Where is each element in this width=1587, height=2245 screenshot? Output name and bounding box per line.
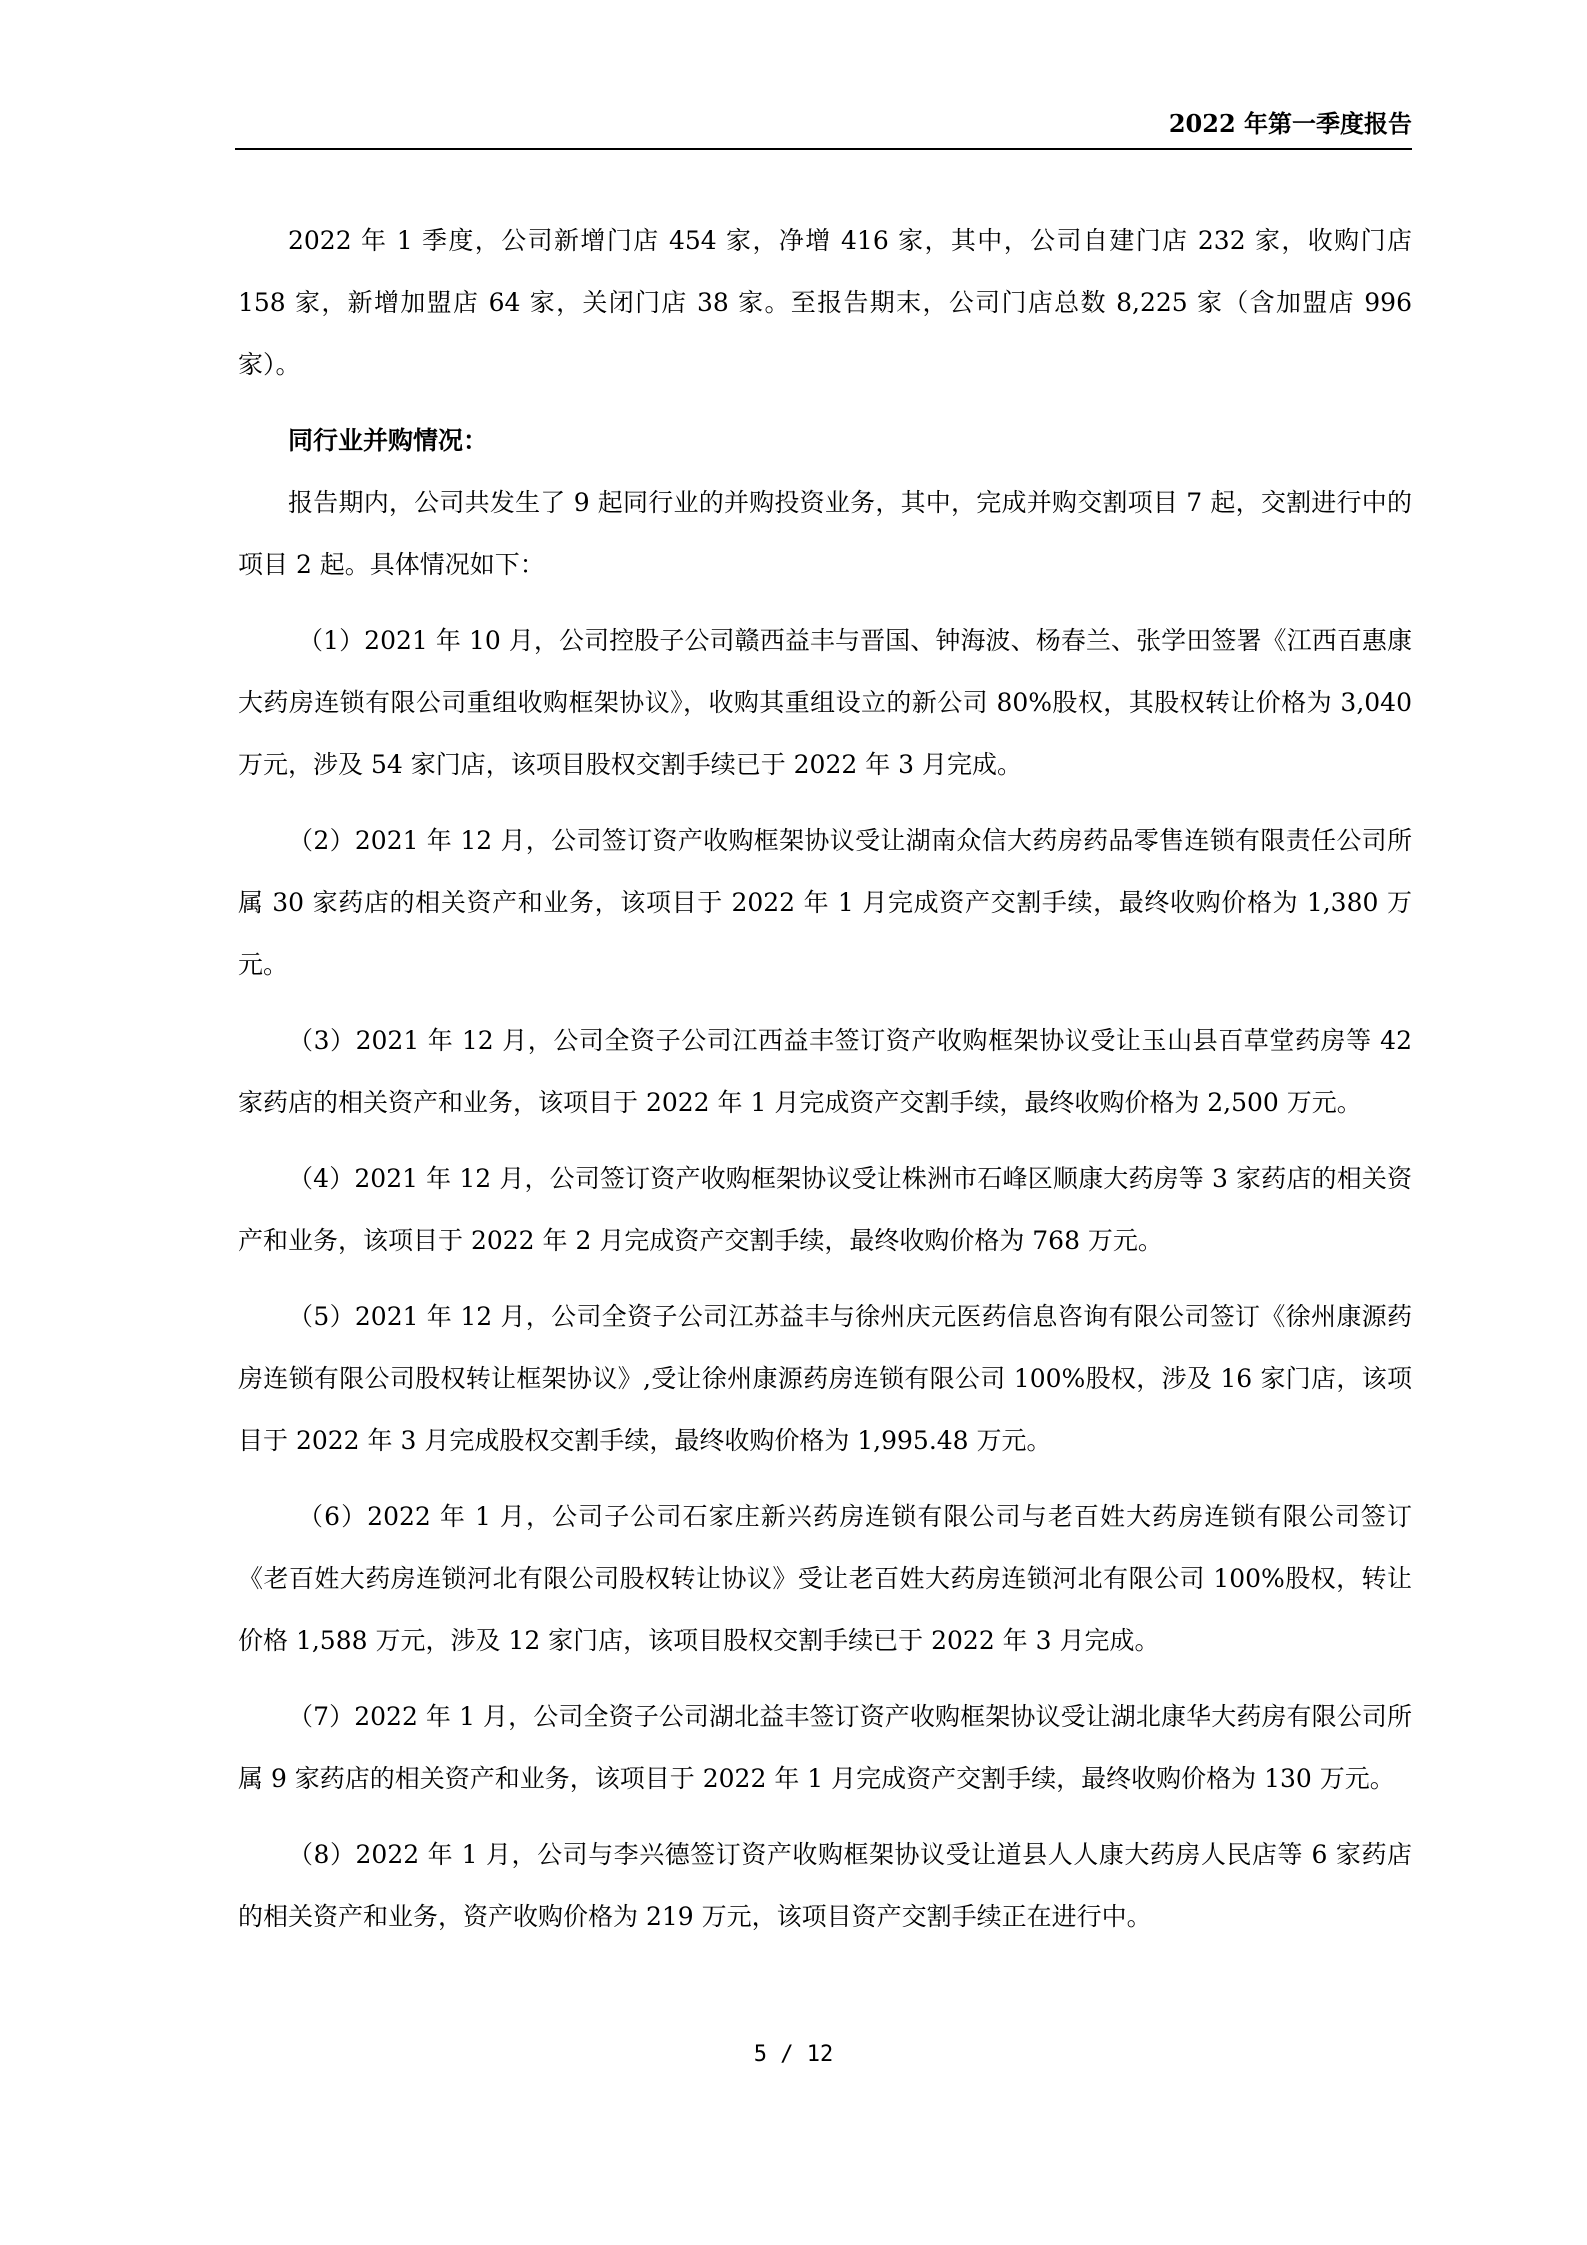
acquisition-item-8: （8）2022 年 1 月，公司与李兴德签订资产收购框架协议受让道县人人康大药房人民店等 6 家药店的相关资产和业务，资产收购价格为 219 万元，该项目资产交割手续正在进行中。 bbox=[238, 1840, 1412, 1931]
acquisition-item-1: （1）2021 年 10 月，公司控股子公司赣西益丰与晋国、钟海波、杨春兰、张学田签署《江西百惠康大药房连锁有限公司重组收购框架协议》，收购其重组设立的新公司 80%股权，其股权转让价格为 3,040 万元，涉及 54 家门店，该项目股权交割手续已于 2022 年 3 月完成。 bbox=[238, 626, 1412, 779]
acquisition-item-5: （5）2021 年 12 月，公司全资子公司江苏益丰与徐州庆元医药信息咨询有限公司签订《徐州康源药房连锁有限公司股权转让框架协议》,受让徐州康源药房连锁有限公司 100%股权，涉及 16 家门店，该项目于 2022 年 3 月完成股权交割手续，最终收购价格为 1,995.48 万元。 bbox=[238, 1302, 1412, 1455]
intro-paragraph: 2022 年 1 季度，公司新增门店 454 家，净增 416 家，其中，公司自建门店 232 家，收购门店 158 家，新增加盟店 64 家，关闭门店 38 家。至报告期末，公司门店总数 8,225 家（含加盟店 996 家）。 bbox=[238, 226, 1412, 379]
acquisition-item-6: （6）2022 年 1 月，公司子公司石家庄新兴药房连锁有限公司与老百姓大药房连锁有限公司签订《老百姓大药房连锁河北有限公司股权转让协议》受让老百姓大药房连锁河北有限公司 100%股权，转让价格 1,588 万元，涉及 12 家门店，该项目股权交割手续已于 2022 年 3 月完成。 bbox=[238, 1502, 1412, 1655]
page-header bbox=[235, 108, 1412, 150]
report-title: 2022 年第一季度报告 bbox=[1168, 109, 1412, 138]
acquisition-item-4: （4）2021 年 12 月，公司签订资产收购框架协议受让株洲市石峰区顺康大药房等 3 家药店的相关资产和业务，该项目于 2022 年 2 月完成资产交割手续，最终收购价格为 768 万元。 bbox=[238, 1164, 1412, 1255]
page-number: 5 / 12 bbox=[753, 2042, 834, 2067]
section-summary: 报告期内，公司共发生了 9 起同行业的并购投资业务，其中，完成并购交割项目 7 起，交割进行中的项目 2 起。具体情况如下： bbox=[238, 488, 1412, 579]
document-body bbox=[238, 210, 1412, 1962]
acquisition-item-7: （7）2022 年 1 月，公司全资子公司湖北益丰签订资产收购框架协议受让湖北康华大药房有限公司所属 9 家药店的相关资产和业务，该项目于 2022 年 1 月完成资产交割手续，最终收购价格为 130 万元。 bbox=[238, 1702, 1412, 1793]
acquisition-item-2: （2）2021 年 12 月，公司签订资产收购框架协议受让湖南众信大药房药品零售连锁有限责任公司所属 30 家药店的相关资产和业务，该项目于 2022 年 1 月完成资产交割手续，最终收购价格为 1,380 万元。 bbox=[238, 826, 1412, 979]
acquisition-item-3: （3）2021 年 12 月，公司全资子公司江西益丰签订资产收购框架协议受让玉山县百草堂药房等 42 家药店的相关资产和业务，该项目于 2022 年 1 月完成资产交割手续，最终收购价格为 2,500 万元。 bbox=[238, 1026, 1412, 1117]
section-heading: 同行业并购情况： bbox=[288, 426, 489, 455]
